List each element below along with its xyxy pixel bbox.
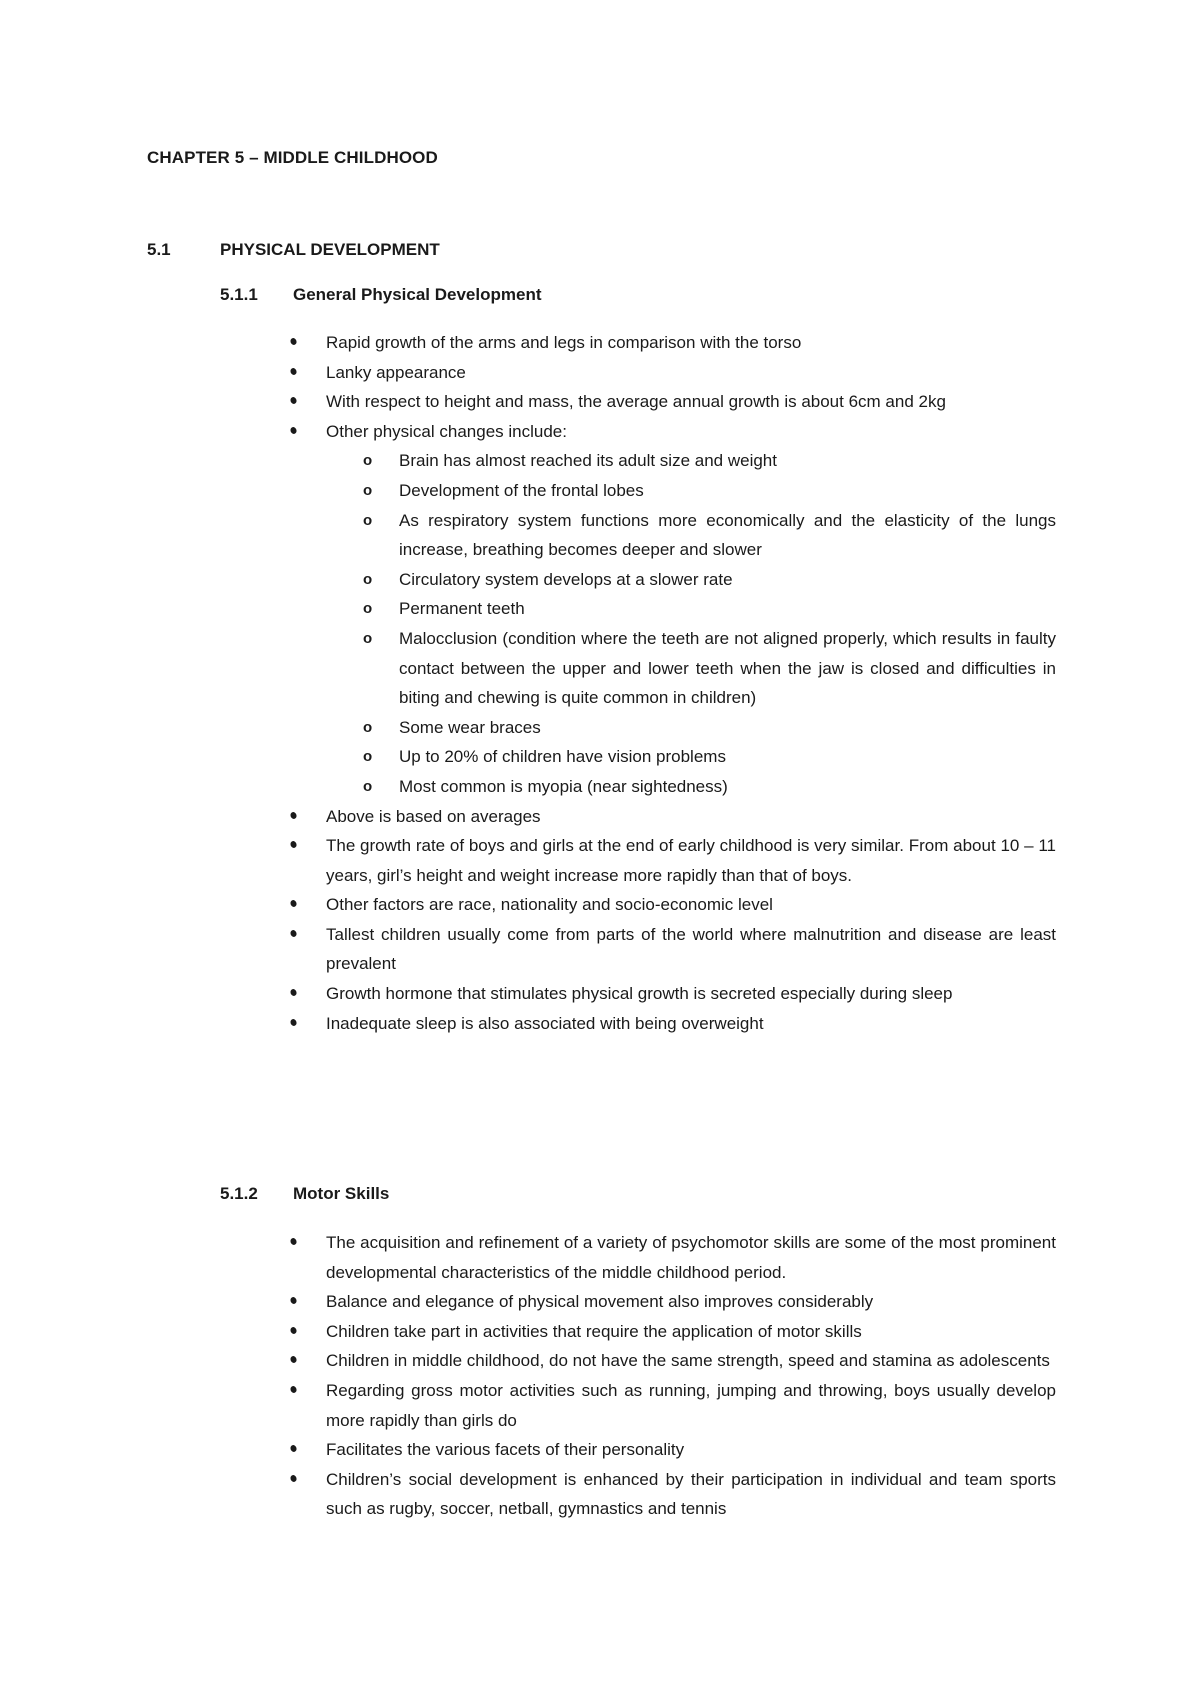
sub-bullet-text: Circulatory system develops at a slower rate	[399, 569, 733, 589]
sub-bullet-icon: o	[363, 748, 373, 766]
list-item	[290, 979, 1056, 1009]
sub-bullet-text: Development of the frontal lobes	[399, 480, 644, 500]
list-item	[290, 1009, 1056, 1039]
bullet-text: Children take part in activities that require the application of motor skills	[326, 1321, 862, 1341]
bullet-icon	[290, 367, 298, 376]
list-item	[290, 358, 1056, 388]
sub-bullet-text: Most common is myopia (near sightedness)	[399, 776, 728, 796]
sub-bullet-icon: o	[363, 629, 373, 647]
list-item	[290, 1465, 1056, 1524]
sub-bullet-icon: o	[363, 777, 373, 795]
sub-list-item	[290, 446, 1056, 476]
subsection-number: 5.1.2	[220, 1184, 258, 1203]
bullet-icon	[290, 899, 298, 908]
list-item	[290, 831, 1056, 890]
sub-list-item	[290, 624, 1056, 713]
sub-bullet-text: Permanent teeth	[399, 599, 525, 619]
bullet-text: Rapid growth of the arms and legs in comparison with the torso	[326, 333, 802, 352]
bullet-icon	[290, 1444, 298, 1453]
list-item	[290, 328, 1056, 358]
bullet-text: Tallest children usually come from parts of the world where malnutrition and disease are least prevalent	[326, 924, 1056, 974]
sub-list-item	[290, 565, 1056, 595]
list-item	[290, 387, 1056, 417]
bullet-text: Above is based on averages	[326, 806, 541, 826]
bullet-icon	[290, 1356, 298, 1365]
list-item	[290, 920, 1056, 979]
list-item	[290, 1317, 1056, 1347]
bullet-text: Balance and elegance of physical movement also improves considerably	[326, 1292, 874, 1312]
bullet-text: Growth hormone that stimulates physical growth is secreted especially during sleep	[326, 984, 953, 1004]
bullet-text: The acquisition and refinement of a variety of psychomotor skills are some of the most prominent developmental characteristics of the middle childhood period.	[326, 1233, 1056, 1282]
subsection-heading-motor	[220, 1184, 389, 1204]
subsection-title: General Physical Development	[293, 285, 542, 304]
sub-list-item	[290, 506, 1056, 565]
bullet-text: With respect to height and mass, the average annual growth is about 6cm and 2kg	[326, 392, 946, 412]
bullet-icon	[290, 426, 298, 435]
bullet-icon	[290, 811, 298, 820]
subsection-number: 5.1.1	[220, 285, 258, 304]
sub-bullet-icon: o	[363, 452, 373, 470]
section-heading	[147, 240, 440, 260]
sub-list	[326, 446, 1056, 801]
sub-bullet-icon: o	[363, 511, 373, 529]
bullet-icon	[290, 337, 298, 346]
list-item	[290, 1287, 1056, 1317]
bullet-icon	[290, 1326, 298, 1335]
bullet-text: Children in middle childhood, do not have the same strength, speed and stamina as adolescents	[326, 1351, 1050, 1371]
sub-list-item	[290, 713, 1056, 743]
bullet-icon	[290, 840, 298, 849]
list-item	[290, 802, 1056, 832]
bullet-text: Lanky appearance	[326, 362, 466, 382]
list-item	[290, 1376, 1056, 1435]
sub-bullet-text: Some wear braces	[399, 717, 541, 737]
sub-bullet-text: Malocclusion (condition where the teeth are not aligned properly, which results in faulty contact between the upper and lower teeth when the jaw is closed and difficulties in biting and chewing is quite common in children)	[399, 628, 1056, 708]
bullet-icon	[290, 988, 298, 997]
bullet-text: Regarding gross motor activities such as running, jumping and throwing, boys usually develop more rapidly than girls do	[326, 1380, 1056, 1430]
general-development-list	[290, 328, 1056, 1038]
sub-bullet-text: Up to 20% of children have vision problems	[399, 747, 726, 767]
list-item	[290, 417, 1056, 802]
bullet-text: Other factors are race, nationality and socio-economic level	[326, 895, 773, 915]
list-item	[290, 1228, 1056, 1287]
motor-skills-list	[290, 1228, 1056, 1524]
bullet-icon	[290, 1237, 298, 1246]
sub-bullet-icon: o	[363, 481, 373, 499]
sub-bullet-text: Brain has almost reached its adult size and weight	[399, 451, 777, 471]
bullet-icon	[290, 1385, 298, 1394]
bullet-icon	[290, 1474, 298, 1483]
bullet-icon	[290, 396, 298, 405]
sub-bullet-icon: o	[363, 718, 373, 736]
bullet-text: Facilitates the various facets of their personality	[326, 1440, 685, 1460]
sub-bullet-icon: o	[363, 570, 373, 588]
sub-list-item	[290, 772, 1056, 802]
sub-bullet-icon: o	[363, 600, 373, 618]
sub-bullet-text: As respiratory system functions more economically and the elasticity of the lungs increase, breathing becomes deeper and slower	[399, 510, 1056, 560]
sub-list-item	[290, 594, 1056, 624]
subsection-title: Motor Skills	[293, 1184, 390, 1203]
sub-list-item	[290, 476, 1056, 506]
section-number: 5.1	[147, 240, 171, 259]
bullet-icon	[290, 1018, 298, 1027]
bullet-text: Other physical changes include:	[326, 421, 567, 441]
section-title: PHYSICAL DEVELOPMENT	[220, 240, 440, 259]
bullet-icon	[290, 1296, 298, 1305]
bullet-text: Inadequate sleep is also associated with being overweight	[326, 1013, 764, 1033]
sub-list-item	[290, 742, 1056, 772]
chapter-title: CHAPTER 5 – MIDDLE CHILDHOOD	[147, 148, 438, 167]
bullet-text: Children’s social development is enhanced by their participation in individual and team sports such as rugby, soccer, netball, gymnastics and tennis	[326, 1469, 1056, 1519]
list-item	[290, 1346, 1056, 1376]
subsection-heading-general	[220, 285, 542, 305]
bullet-text: The growth rate of boys and girls at the end of early childhood is very similar. From about 10 – 11 years, girl’s height and weight increase more rapidly than that of boys.	[326, 836, 1056, 885]
list-item	[290, 1435, 1056, 1465]
bullet-icon	[290, 929, 298, 938]
list-item	[290, 890, 1056, 920]
